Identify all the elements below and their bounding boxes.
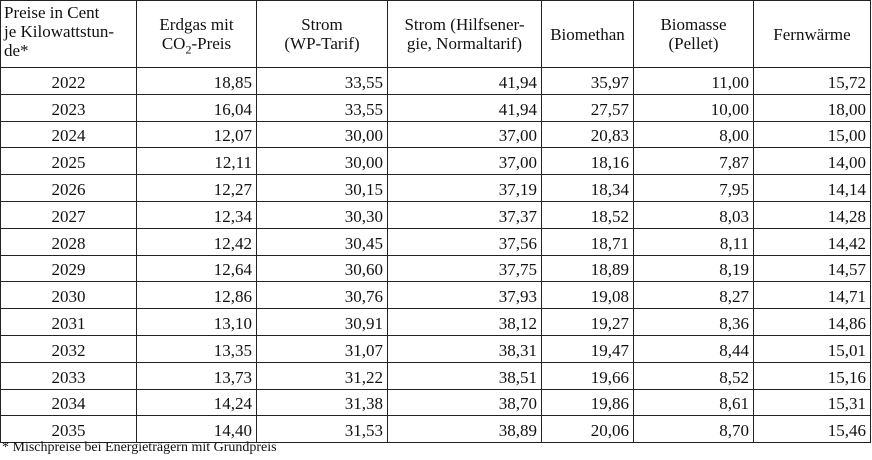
price-cell: 14,86 (754, 309, 871, 336)
price-cell: 37,56 (388, 228, 542, 255)
price-cell: 8,44 (634, 335, 754, 362)
price-cell: 8,70 (634, 416, 754, 443)
header-line: CO (161, 34, 186, 53)
price-cell: 18,34 (542, 175, 634, 202)
table-row (1, 389, 871, 416)
price-cell: 38,12 (388, 309, 542, 336)
price-cell: 30,15 (257, 175, 388, 202)
header-price-unit (1, 1, 137, 68)
price-cell: 13,73 (137, 362, 257, 389)
year-cell: 2030 (1, 282, 137, 309)
price-cell: 37,75 (388, 255, 542, 282)
price-cell: 37,00 (388, 121, 542, 148)
price-cell: 30,30 (257, 201, 388, 228)
header-line: je Kilowattstun- (4, 22, 115, 41)
price-cell: 18,00 (754, 94, 871, 121)
price-cell: 18,16 (542, 148, 634, 175)
price-cell: 19,27 (542, 309, 634, 336)
price-cell: 12,64 (137, 255, 257, 282)
price-cell: 8,11 (634, 228, 754, 255)
price-cell: 12,42 (137, 228, 257, 255)
price-cell: 31,53 (257, 416, 388, 443)
table-row (1, 175, 871, 202)
price-cell: 14,42 (754, 228, 871, 255)
year-cell: 2024 (1, 121, 137, 148)
header-line: (Pellet) (668, 34, 719, 53)
price-cell: 18,89 (542, 255, 634, 282)
footnote: * Mischpreise bei Energieträgern mit Grundpreis (2, 440, 277, 455)
header-line: gie, Normaltarif) (406, 34, 523, 53)
year-cell: 2029 (1, 255, 137, 282)
price-cell: 30,00 (257, 121, 388, 148)
price-cell: 14,57 (754, 255, 871, 282)
price-cell: 8,27 (634, 282, 754, 309)
table-row (1, 94, 871, 121)
price-cell: 12,34 (137, 201, 257, 228)
price-cell: 10,00 (634, 94, 754, 121)
price-cell: 31,07 (257, 335, 388, 362)
table-row (1, 282, 871, 309)
price-cell: 8,52 (634, 362, 754, 389)
header-line: (WP-Tarif) (284, 34, 360, 53)
price-cell: 8,19 (634, 255, 754, 282)
price-cell: 14,28 (754, 201, 871, 228)
price-cell: 30,91 (257, 309, 388, 336)
header-biomasse (634, 1, 754, 68)
table-row (1, 255, 871, 282)
price-cell: 38,70 (388, 389, 542, 416)
header-line: -Preis (191, 34, 232, 53)
price-cell: 15,46 (754, 416, 871, 443)
header-line: de* (4, 41, 29, 60)
price-cell: 12,86 (137, 282, 257, 309)
price-cell: 41,94 (388, 68, 542, 95)
price-cell: 37,37 (388, 201, 542, 228)
price-cell: 14,40 (137, 416, 257, 443)
table-row (1, 121, 871, 148)
price-cell: 8,36 (634, 309, 754, 336)
header-biomethan (542, 1, 634, 68)
year-cell: 2022 (1, 68, 137, 95)
price-cell: 16,04 (137, 94, 257, 121)
price-cell: 30,60 (257, 255, 388, 282)
table-row (1, 416, 871, 443)
price-cell: 19,08 (542, 282, 634, 309)
price-cell: 8,03 (634, 201, 754, 228)
header-strom-wp (257, 1, 388, 68)
price-cell: 8,61 (634, 389, 754, 416)
price-cell: 15,31 (754, 389, 871, 416)
price-cell: 15,72 (754, 68, 871, 95)
price-cell: 33,55 (257, 68, 388, 95)
price-cell: 18,52 (542, 201, 634, 228)
header-line: Preise in Cent (4, 3, 100, 22)
price-cell: 12,27 (137, 175, 257, 202)
price-cell: 37,19 (388, 175, 542, 202)
price-cell: 14,00 (754, 148, 871, 175)
year-cell: 2035 (1, 416, 137, 443)
price-cell: 31,38 (257, 389, 388, 416)
price-cell: 7,95 (634, 175, 754, 202)
table-row (1, 362, 871, 389)
year-cell: 2025 (1, 148, 137, 175)
price-cell: 11,00 (634, 68, 754, 95)
price-cell: 14,24 (137, 389, 257, 416)
header-line: Strom (301, 15, 343, 34)
price-cell: 12,11 (137, 148, 257, 175)
header-line: Biomasse (660, 15, 727, 34)
price-cell: 15,01 (754, 335, 871, 362)
price-cell: 13,35 (137, 335, 257, 362)
price-cell: 37,93 (388, 282, 542, 309)
price-cell: 33,55 (257, 94, 388, 121)
price-cell: 30,00 (257, 148, 388, 175)
year-cell: 2023 (1, 94, 137, 121)
year-cell: 2028 (1, 228, 137, 255)
price-cell: 18,85 (137, 68, 257, 95)
price-cell: 19,47 (542, 335, 634, 362)
header-line: Strom (Hilfsener- (404, 15, 525, 34)
price-cell: 14,14 (754, 175, 871, 202)
price-cell: 19,86 (542, 389, 634, 416)
price-cell: 30,45 (257, 228, 388, 255)
price-cell: 30,76 (257, 282, 388, 309)
table-row (1, 335, 871, 362)
price-cell: 12,07 (137, 121, 257, 148)
price-cell: 41,94 (388, 94, 542, 121)
price-cell: 37,00 (388, 148, 542, 175)
table-row (1, 148, 871, 175)
header-line: Biomethan (550, 24, 625, 44)
price-cell: 38,89 (388, 416, 542, 443)
price-cell: 15,16 (754, 362, 871, 389)
price-cell: 18,71 (542, 228, 634, 255)
table-row (1, 309, 871, 336)
price-cell: 7,87 (634, 148, 754, 175)
header-fernwaerme (754, 1, 871, 68)
price-cell: 8,00 (634, 121, 754, 148)
header-erdgas (137, 1, 257, 68)
header-strom-normal (388, 1, 542, 68)
price-cell: 20,83 (542, 121, 634, 148)
year-cell: 2027 (1, 201, 137, 228)
header-subscript: 2 (185, 42, 192, 57)
table-body (1, 68, 871, 443)
price-cell: 14,71 (754, 282, 871, 309)
year-cell: 2033 (1, 362, 137, 389)
price-cell: 35,97 (542, 68, 634, 95)
year-cell: 2032 (1, 335, 137, 362)
price-cell: 13,10 (137, 309, 257, 336)
table-row (1, 201, 871, 228)
header-line: Fernwärme (773, 24, 851, 44)
price-cell: 15,00 (754, 121, 871, 148)
year-cell: 2026 (1, 175, 137, 202)
year-cell: 2031 (1, 309, 137, 336)
price-cell: 38,51 (388, 362, 542, 389)
price-cell: 19,66 (542, 362, 634, 389)
price-cell: 20,06 (542, 416, 634, 443)
price-cell: 31,22 (257, 362, 388, 389)
year-cell: 2034 (1, 389, 137, 416)
header-line: Erdgas mit (159, 15, 234, 34)
table-header-row (1, 1, 871, 68)
table-row (1, 68, 871, 95)
price-cell: 27,57 (542, 94, 634, 121)
table-row (1, 228, 871, 255)
price-cell: 38,31 (388, 335, 542, 362)
